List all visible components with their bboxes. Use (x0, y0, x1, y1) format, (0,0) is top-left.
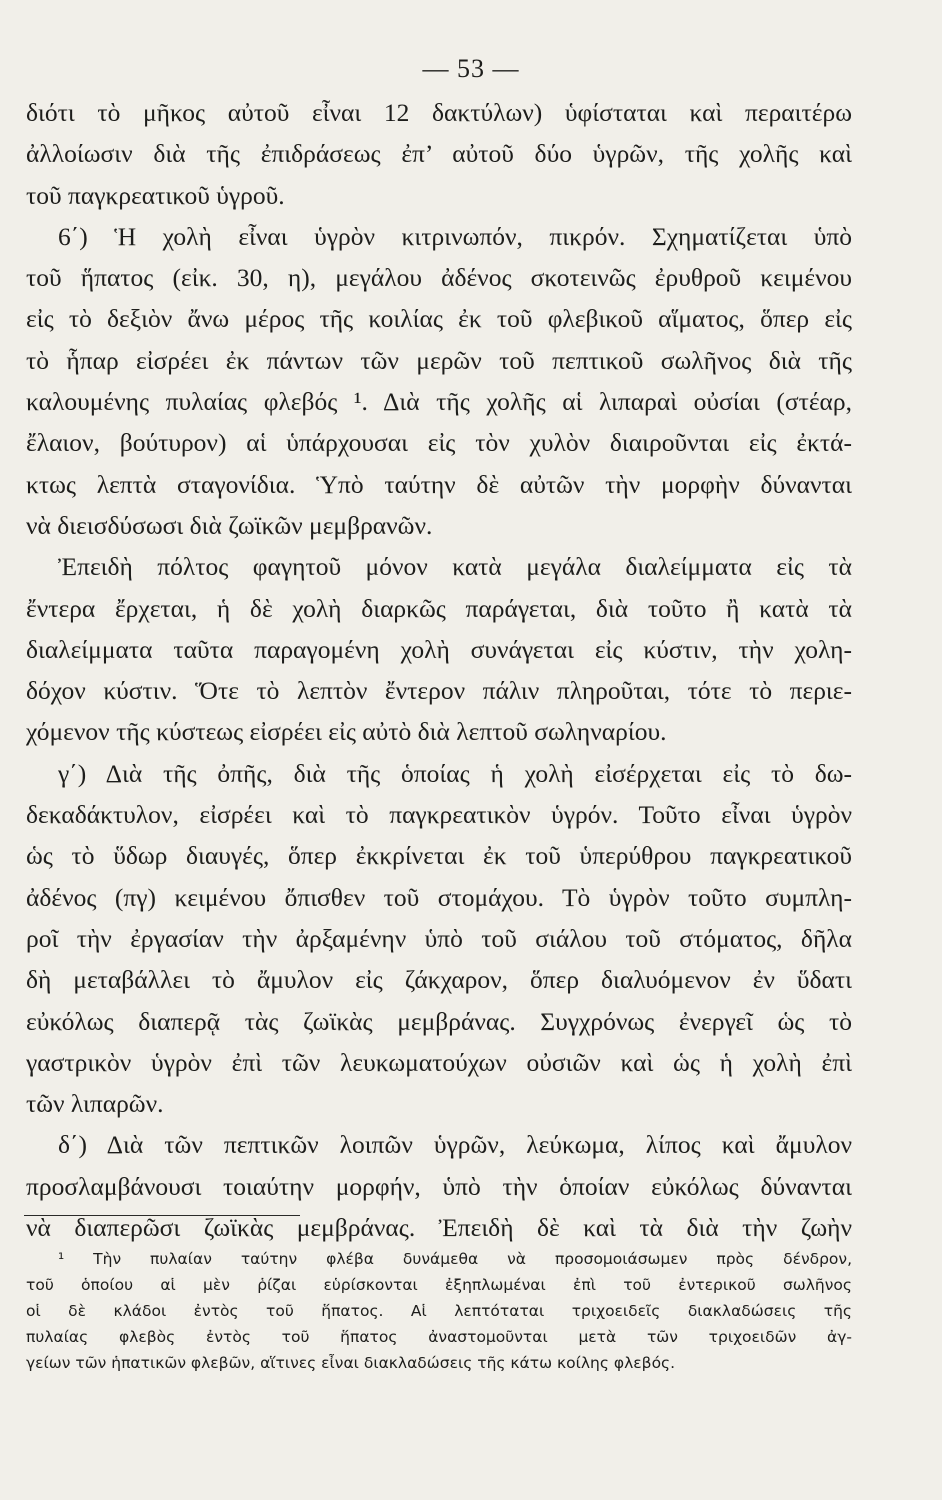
text-line: τὸ ἧπαρ εἰσρέει ἐκ πάντων τῶν μερῶν τοῦ πεπτικοῦ σωλῆνος διὰ τῆς (26, 345, 852, 375)
text-line: γαστρικὸν ὑγρὸν ἐπὶ τῶν λευκωματούχων οὐσιῶν καὶ ὡς ἡ χολὴ ἐπὶ (26, 1047, 852, 1077)
footnote-line: πυλαίας φλεβὸς ἐντὸς τοῦ ἥπατος ἀναστομοῦνται μετὰ τῶν τριχοειδῶν ἀγ- (26, 1328, 852, 1346)
text-line: τοῦ παγκρεατικοῦ ὑγροῦ. (26, 180, 285, 210)
text-line: κτως λεπτὰ σταγονίδια. Ὑπὸ ταύτην δὲ αὐτῶν τὴν μορφὴν δύνανται (26, 469, 852, 499)
text-line: ἔλαιον, βούτυρον) αἱ ὑπάρχουσαι εἰς τὸν χυλὸν διαιροῦνται εἰς ἐκτά- (26, 428, 852, 458)
text-line: χόμενον τῆς κύστεως εἰσρέει εἰς αὐτὸ διὰ λεπτοῦ σωληναρίου. (26, 717, 667, 747)
text-line: ἀδένος (πγ) κειμένου ὄπισθεν τοῦ στομάχου. Τὸ ὑγρὸν τοῦτο συμπλη- (26, 882, 852, 912)
text-line: τοῦ ἥπατος (εἰκ. 30, η), μεγάλου ἀδένος σκοτεινῶς ἐρυθροῦ κειμένου (26, 263, 852, 293)
text-line: ροῖ τὴν ἐργασίαν τὴν ἀρξαμένην ὑπὸ τοῦ σιάλου τοῦ στόματος, δῆλα (26, 923, 852, 953)
text-line: διαλείμματα ταῦτα παραγομένη χολὴ συνάγεται εἰς κύστιν, τὴν χολη- (26, 634, 852, 664)
text-line: καλουμένης πυλαίας φλεβός ¹. Διὰ τῆς χολῆς αἱ λιπαραὶ οὐσίαι (στέαρ, (26, 387, 852, 417)
text-line: ἔντερα ἔρχεται, ἡ δὲ χολὴ διαρκῶς παράγεται, διὰ τοῦτο ἢ κατὰ τὰ (26, 593, 852, 623)
text-line: νὰ διεισδύσωσι διὰ ζωϊκῶν μεμβρανῶν. (26, 510, 433, 540)
footnote-line: γείων τῶν ἡπατικῶν φλεβῶν, αἵτινες εἶναι διακλαδώσεις τῆς κάτω κοίλης φλεβός. (26, 1354, 676, 1372)
text-line: νὰ διαπερῶσι ζωϊκὰς μεμβράνας. Ἐπειδὴ δὲ καὶ τὰ διὰ τὴν ζωὴν (26, 1213, 852, 1243)
text-line: ὡς τὸ ὕδωρ διαυγές, ὅπερ ἐκκρίνεται ἐκ τοῦ ὑπερύθρου παγκρεατικοῦ (26, 841, 852, 871)
footnote (26, 1246, 852, 1376)
text-line: προσλαμβάνουσι τοιαύτην μορφήν, ὑπὸ τὴν ὁποίαν εὐκόλως δύνανται (26, 1171, 852, 1201)
text-line: τῶν λιπαρῶν. (26, 1089, 164, 1119)
footnote-line: ¹ Τὴν πυλαίαν ταύτην φλέβα δυνάμεθα νὰ προσομοιάσωμεν πρὸς δένδρον, (58, 1250, 852, 1268)
footnote-line: τοῦ ὁποίου αἱ μὲν ῥίζαι εὑρίσκονται ἐξηπλωμέναι ἐπὶ τοῦ ἐντερικοῦ σωλῆνος (26, 1276, 852, 1294)
text-line: δ΄) Διὰ τῶν πεπτικῶν λοιπῶν ὑγρῶν, λεύκωμα, λίπος καὶ ἄμυλον (58, 1130, 852, 1160)
text-line: ἀλλοίωσιν διὰ τῆς ἐπιδράσεως ἐπ’ αὐτοῦ δύο ὑγρῶν, τῆς χολῆς καὶ (26, 139, 852, 169)
text-line: εἰς τὸ δεξιὸν ἄνω μέρος τῆς κοιλίας ἐκ τοῦ φλεβικοῦ αἵματος, ὅπερ εἰς (26, 304, 852, 334)
main-text (26, 92, 852, 1248)
text-line: δόχον κύστιν. Ὅτε τὸ λεπτὸν ἔντερον πάλιν πληροῦται, τότε τὸ περιε- (26, 676, 852, 706)
page-number: — 53 — (422, 54, 520, 83)
text-line: εὐκόλως διαπερᾷ τὰς ζωϊκὰς μεμβράνας. Συγχρόνως ἐνεργεῖ ὡς τὸ (26, 1006, 852, 1036)
text-line: Ἐπειδὴ πόλτος φαγητοῦ μόνον κατὰ μεγάλα διαλείμματα εἰς τὰ (58, 552, 852, 582)
text-line: δὴ μεταβάλλει τὸ ἄμυλον εἰς ζάκχαρον, ὅπερ διαλυόμενον ἐν ὕδατι (26, 965, 852, 995)
footnote-line: οἱ δὲ κλάδοι ἐντὸς τοῦ ἥπατος. Αἱ λεπτόταται τριχοειδεῖς διακλαδώσεις τῆς (26, 1302, 852, 1320)
text-line: 6΄) Ἡ χολὴ εἶναι ὑγρὸν κιτρινωπόν, πικρόν. Σχηματίζεται ὑπὸ (58, 221, 852, 251)
text-line: δεκαδάκτυλον, εἰσρέει καὶ τὸ παγκρεατικὸν ὑγρόν. Τοῦτο εἶναι ὑγρὸν (26, 800, 852, 830)
text-line: γ΄) Διὰ τῆς ὀπῆς, διὰ τῆς ὁποίας ἡ χολὴ εἰσέρχεται εἰς τὸ δω- (58, 758, 852, 788)
text-line: διότι τὸ μῆκος αὐτοῦ εἶναι 12 δακτύλων) ὑφίσταται καὶ περαιτέρω (26, 98, 852, 127)
footnote-divider (24, 1215, 300, 1216)
